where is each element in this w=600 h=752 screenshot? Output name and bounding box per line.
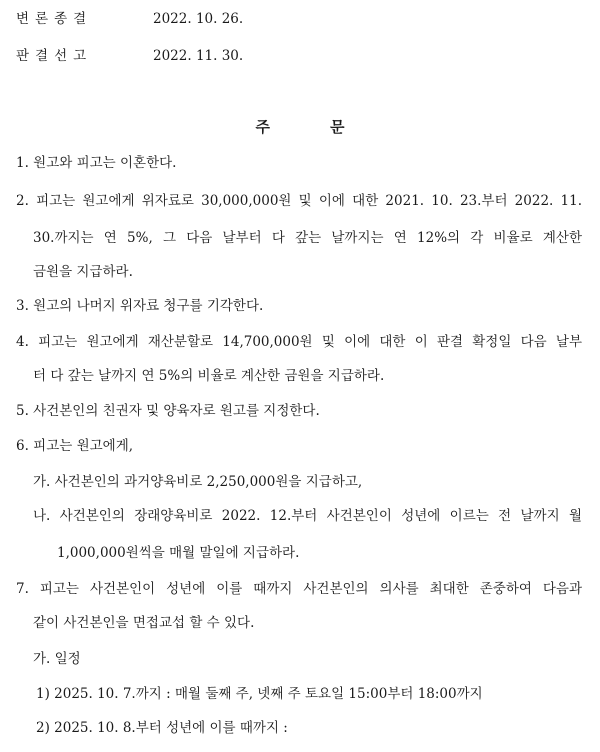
- order-item-4-line-2: 터 다 갚는 날까지 연 5%의 비율로 계산한 금원을 지급하라.: [33, 368, 385, 384]
- order-item-6-a: 가. 사건본인의 과거양육비로 2,250,000원을 지급하고,: [33, 474, 363, 490]
- order-item-2-line-3: 금원을 지급하라.: [33, 264, 133, 280]
- order-item-7-line-2: 같이 사건본인을 면접교섭 할 수 있다.: [33, 615, 255, 631]
- order-item-7-a-1: 1) 2025. 10. 7.까지 : 매월 둘째 주, 넷째 주 토요일 15:00부터 18:00까지: [36, 686, 483, 702]
- order-item-6-b-line-2: 1,000,000원씩을 매월 말일에 지급하라.: [57, 545, 300, 561]
- order-item-2-line-1: 2. 피고는 원고에게 위자료로 30,000,000원 및 이에 대한 2021. 10. 23.부터 2022. 11.: [16, 193, 582, 209]
- order-item-4-line-1: 4. 피고는 원고에게 재산분할로 14,700,000원 및 이에 대한 이 판결 확정일 다음 날부: [16, 334, 582, 350]
- order-item-1: 1. 원고와 피고는 이혼한다.: [16, 155, 177, 171]
- order-item-6: 6. 피고는 원고에게,: [16, 438, 134, 454]
- verdict-label: 판결선고: [16, 48, 93, 64]
- section-title: 주문: [255, 118, 405, 136]
- order-item-5: 5. 사건본인의 친권자 및 양육자로 원고를 지정한다.: [16, 403, 320, 419]
- order-item-2-line-2: 30.까지는 연 5%, 그 다음 날부터 다 갚는 날까지는 연 12%의 각 비율로 계산한: [33, 230, 582, 246]
- closing-label: 변론종결: [16, 11, 93, 27]
- order-item-7-a: 가. 일정: [33, 651, 81, 667]
- verdict-date: 2022. 11. 30.: [153, 48, 244, 64]
- order-item-6-b-line-1: 나. 사건본인의 장래양육비로 2022. 12.부터 사건본인이 성년에 이르는 전 날까지 월: [33, 508, 582, 524]
- order-item-7-a-2: 2) 2025. 10. 8.부터 성년에 이를 때까지 :: [36, 720, 288, 736]
- closing-date: 2022. 10. 26.: [153, 11, 244, 27]
- order-item-3: 3. 원고의 나머지 위자료 청구를 기각한다.: [16, 298, 264, 314]
- order-item-7-line-1: 7. 피고는 사건본인이 성년에 이를 때까지 사건본인의 의사를 최대한 존중하여 다음과: [16, 581, 582, 597]
